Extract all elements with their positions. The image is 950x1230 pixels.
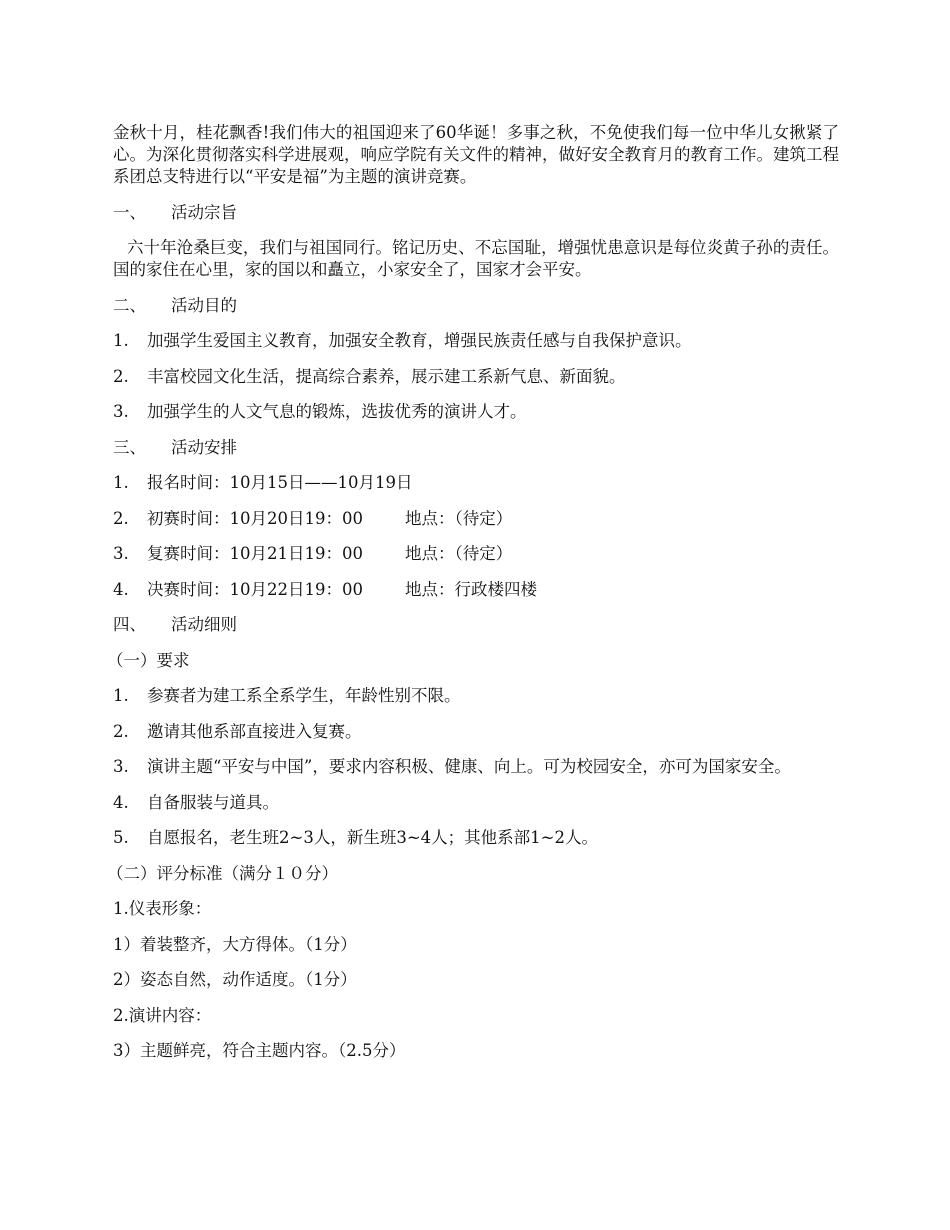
section-heading-2: [113, 295, 839, 317]
section-title: 活动目的: [171, 295, 237, 315]
purpose-paragraph: 六十年沧桑巨变，我们与祖国同行。铭记历史、不忘国耻，增强忧患意识是每位炎黄子孙的责任。国的家住在心里，家的国以和矗立，小家安全了，国家才会平安。: [113, 238, 839, 279]
scoring-category: 2.演讲内容：: [113, 1005, 212, 1025]
schedule-item: [113, 472, 839, 494]
list-item: [113, 721, 839, 743]
section-number: 一、: [113, 202, 146, 222]
scoring-item: 1）着装整齐，大方得体。（1分）: [113, 934, 357, 954]
list-item-number: 2.: [113, 508, 129, 528]
list-item-text: 邀请其他系部直接进入复赛。: [147, 721, 362, 741]
list-item-text: 加强学生的人文气息的锻炼，选拔优秀的演讲人才。: [147, 402, 527, 421]
section-title: 活动宗旨: [171, 202, 237, 222]
list-item: [113, 401, 839, 423]
list-item-text: 自备服装与道具。: [147, 792, 279, 812]
list-item-number: 3.: [113, 544, 129, 563]
scoring-item: 2）姿态自然，动作适度。（1分）: [113, 970, 357, 989]
schedule-time: 初赛时间：10月20日19：00: [147, 508, 363, 528]
list-item-number: 2.: [113, 366, 129, 386]
schedule-time: 复赛时间：10月21日19：00: [147, 544, 363, 563]
list-item-text: 参赛者为建工系全系学生，年龄性别不限。: [147, 686, 461, 705]
schedule-venue: 地点：行政楼四楼: [404, 579, 537, 599]
section-title: 活动细则: [171, 615, 237, 634]
subsection-heading-requirements: [107, 650, 839, 672]
list-item: [113, 827, 839, 849]
list-item-number: 3.: [113, 402, 129, 421]
list-item-number: 1.: [113, 473, 129, 492]
list-item-number: 1.: [113, 331, 129, 350]
list-item: [113, 366, 839, 388]
list-item: [113, 756, 839, 778]
list-item-number: 4.: [113, 579, 129, 599]
section-heading-1: [113, 202, 839, 224]
intro-paragraph: 金秋十月，桂花飘香!我们伟大的祖国迎来了60华诞！多事之秋，不免使我们每一位中华儿女揪紧了心。为深化贯彻落实科学进展观，响应学院有关文件的精神，做好安全教育月的教育工作。建筑工程系团总支特进行以“平安是福”为主题的演讲竞赛。: [113, 123, 839, 186]
schedule-time: 报名时间：10月15日——10月19日: [147, 473, 413, 492]
list-item-text: 加强学生爱国主义教育，加强安全教育，增强民族责任感与自我保护意识。: [147, 331, 692, 350]
list-item-text: 丰富校园文化生活，提高综合素养，展示建工系新气息、新面貌。: [147, 366, 626, 386]
document-body: [107, 122, 839, 1062]
section-heading-3: [113, 437, 839, 459]
schedule-item: [113, 508, 839, 530]
section-number: 四、: [113, 615, 146, 634]
section-heading-4: [113, 614, 839, 636]
schedule-item: [113, 543, 839, 565]
list-item-text: 自愿报名，老生班2~3人，新生班3~4人；其他系部1~2人。: [147, 828, 598, 847]
section-number: 二、: [113, 295, 146, 315]
list-item-number: 5.: [113, 828, 129, 847]
subsection-title: （二）评分标准（满分１０分）: [107, 863, 338, 883]
list-item-number: 4.: [113, 792, 129, 812]
list-item: [113, 330, 839, 352]
list-item: [113, 685, 839, 707]
scoring-item: 3）主题鲜亮，符合主题内容。（2.5分）: [113, 1041, 406, 1060]
subsection-title: （一）要求: [107, 650, 190, 670]
section-number: 三、: [113, 437, 146, 457]
schedule-venue: 地点：（待定）: [404, 544, 513, 563]
subsection-heading-scoring: [107, 863, 839, 885]
list-item-number: 1.: [113, 686, 129, 705]
schedule-item: [113, 579, 839, 601]
schedule-venue: 地点：（待定）: [404, 508, 513, 528]
schedule-time: 决赛时间：10月22日19：00: [147, 579, 363, 599]
list-item-number: 2.: [113, 721, 129, 741]
section-title: 活动安排: [171, 437, 237, 457]
list-item-number: 3.: [113, 757, 129, 776]
list-item: [113, 792, 839, 814]
list-item-text: 演讲主题“平安与中国”，要求内容积极、健康、向上。可为校园安全，亦可为国家安全。: [147, 757, 791, 776]
scoring-category: 1.仪表形象：: [113, 899, 212, 918]
